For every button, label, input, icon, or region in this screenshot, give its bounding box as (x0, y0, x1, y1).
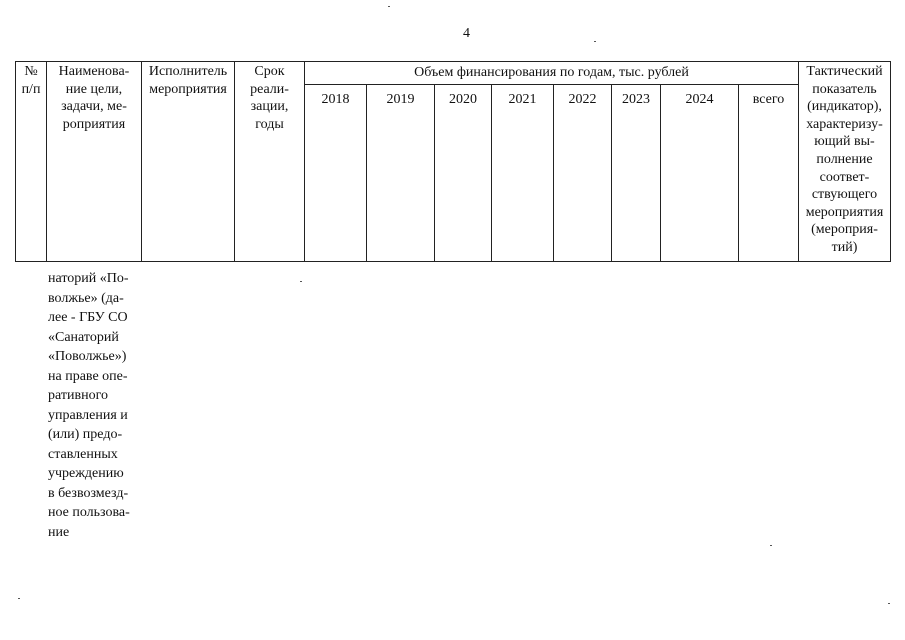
header-year-2022: 2022 (554, 85, 612, 262)
financing-table-wrapper (15, 61, 891, 262)
scan-speck (888, 603, 890, 604)
scan-speck (300, 281, 302, 282)
scan-speck (388, 6, 390, 7)
header-year-2023: 2023 (612, 85, 661, 262)
header-year-2020: 2020 (435, 85, 492, 262)
header-executor: Исполнитель мероприятия (142, 62, 235, 262)
header-year-2021: 2021 (492, 85, 554, 262)
header-indicator: Тактический показатель (индикатор), характеризу- ющий вы- полнение соответ- ствующего мероприятия (мероприя- тий) (799, 62, 891, 262)
header-number: № п/п (16, 62, 47, 262)
header-term: Срок реали- зации, годы (235, 62, 305, 262)
scan-speck (18, 598, 20, 599)
header-year-2024: 2024 (661, 85, 739, 262)
header-year-2019: 2019 (367, 85, 435, 262)
header-name: Наименова- ние цели, задачи, ме- роприятия (47, 62, 142, 262)
financing-table (15, 61, 891, 262)
page-number: 4 (463, 26, 470, 41)
scan-speck (770, 545, 772, 546)
header-total: всего (739, 85, 799, 262)
scan-speck (594, 41, 596, 42)
header-funding-group: Объем финансирования по годам, тыс. рублей (305, 62, 799, 85)
header-year-2018: 2018 (305, 85, 367, 262)
continuation-text: наторий «По- волжье» (да- лее - ГБУ СО «Санаторий «Поволжье») на праве опе- ративного управления и (или) предо- ставленных учреждению в безвозмезд- ное пользова- ние (48, 271, 130, 540)
